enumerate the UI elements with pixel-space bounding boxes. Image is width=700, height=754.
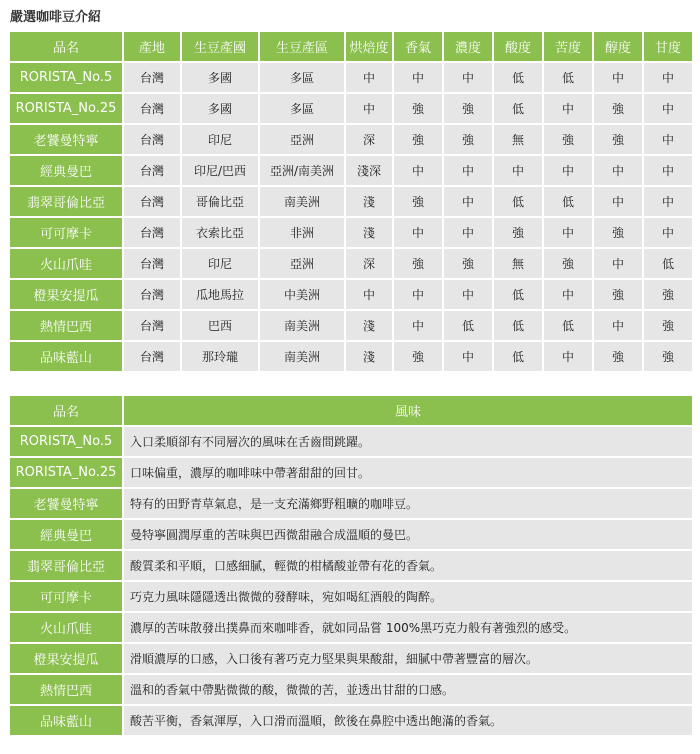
- table-cell: 中: [394, 311, 442, 340]
- table-cell: 印尼: [182, 125, 258, 154]
- table-row: [10, 644, 692, 673]
- flavor-description-cell: 口味偏重，濃厚的咖啡味中帶著甜甜的回甘。: [124, 458, 692, 487]
- table-cell: 淺: [346, 342, 392, 371]
- table-cell: 強: [544, 125, 592, 154]
- header-origin: 產地: [124, 32, 180, 61]
- header-acidity: 酸度: [494, 32, 542, 61]
- table-row: [10, 582, 692, 611]
- table-cell: 強: [494, 218, 542, 247]
- table-cell: 台灣: [124, 125, 180, 154]
- table-cell: 中: [394, 280, 442, 309]
- header-bean-country: 生豆產國: [182, 32, 258, 61]
- table-cell: 中: [346, 94, 392, 123]
- header-strength: 濃度: [444, 32, 492, 61]
- table-cell: 低: [494, 94, 542, 123]
- table-row: [10, 551, 692, 580]
- product-name-cell: 可可摩卡: [10, 582, 122, 611]
- product-name-cell: 老饕曼特寧: [10, 125, 122, 154]
- table-cell: 台灣: [124, 280, 180, 309]
- table-cell: 強: [644, 342, 692, 371]
- header-flavor: 風味: [124, 396, 692, 425]
- product-name-cell: RORISTA_No.25: [10, 94, 122, 123]
- table-row: [10, 280, 692, 309]
- table-cell: 台灣: [124, 156, 180, 185]
- product-name-cell: RORISTA_No.5: [10, 427, 122, 456]
- table-cell: 強: [594, 125, 642, 154]
- table-cell: 中: [444, 156, 492, 185]
- table-cell: 中: [444, 63, 492, 92]
- flavor-description-cell: 入口柔順卻有不同層次的風味在舌齒間跳躍。: [124, 427, 692, 456]
- table-cell: 強: [394, 342, 442, 371]
- flavor-description-cell: 曼特寧圓潤厚重的苦味與巴西微甜融合成溫順的曼巴。: [124, 520, 692, 549]
- table-cell: 無: [494, 125, 542, 154]
- header-name: 品名: [10, 32, 122, 61]
- table-row: [10, 706, 692, 735]
- table-cell: 台灣: [124, 249, 180, 278]
- table-cell: 低: [494, 311, 542, 340]
- table-cell: 中: [444, 280, 492, 309]
- table-cell: 中: [544, 280, 592, 309]
- table-cell: 中: [594, 249, 642, 278]
- table-row: [10, 63, 692, 92]
- coffee-spec-table: [8, 30, 694, 373]
- table-cell: 無: [494, 249, 542, 278]
- table-cell: 中: [346, 280, 392, 309]
- flavor-description-cell: 溫和的香氣中帶點微微的酸，微微的苦，並透出甘甜的口感。: [124, 675, 692, 704]
- product-name-cell: 火山爪哇: [10, 249, 122, 278]
- table-cell: 印尼/巴西: [182, 156, 258, 185]
- header-roast: 烘焙度: [346, 32, 392, 61]
- table-cell: 強: [644, 311, 692, 340]
- flavor-description-cell: 特有的田野青草氣息，是一支充滿鄉野粗曠的咖啡豆。: [124, 489, 692, 518]
- table-cell: 強: [594, 342, 642, 371]
- table-cell: 強: [394, 187, 442, 216]
- table-cell: 亞洲: [260, 125, 344, 154]
- table-cell: 低: [444, 311, 492, 340]
- table-cell: 低: [494, 187, 542, 216]
- table-cell: 南美洲: [260, 342, 344, 371]
- table-cell: 中: [544, 342, 592, 371]
- table-cell: 多區: [260, 94, 344, 123]
- table-cell: 台灣: [124, 94, 180, 123]
- flavor-header-row: [10, 396, 692, 425]
- table-cell: 中: [444, 218, 492, 247]
- table-cell: 低: [494, 280, 542, 309]
- flavor-description-cell: 濃厚的苦味散發出撲鼻而來咖啡香，就如同品嘗 100%黑巧克力般有著強烈的感受。: [124, 613, 692, 642]
- product-name-cell: RORISTA_No.5: [10, 63, 122, 92]
- table-cell: 中: [644, 156, 692, 185]
- spec-header-row: [10, 32, 692, 61]
- table-row: [10, 489, 692, 518]
- table-cell: 低: [544, 311, 592, 340]
- table-cell: 強: [444, 94, 492, 123]
- product-name-cell: 火山爪哇: [10, 613, 122, 642]
- table-row: [10, 218, 692, 247]
- header-bitterness: 苦度: [544, 32, 592, 61]
- product-name-cell: 老饕曼特寧: [10, 489, 122, 518]
- flavor-description-cell: 滑順濃厚的口感，入口後有著巧克力堅果與果酸甜，細膩中帶著豐富的層次。: [124, 644, 692, 673]
- table-row: [10, 458, 692, 487]
- table-cell: 淺: [346, 218, 392, 247]
- table-cell: 南美洲: [260, 311, 344, 340]
- table-cell: 中: [644, 125, 692, 154]
- table-cell: 印尼: [182, 249, 258, 278]
- table-cell: 哥倫比亞: [182, 187, 258, 216]
- table-cell: 中: [394, 63, 442, 92]
- table-cell: 中: [644, 63, 692, 92]
- table-cell: 亞洲: [260, 249, 344, 278]
- table-cell: 中: [594, 187, 642, 216]
- table-cell: 強: [444, 249, 492, 278]
- table-cell: 強: [394, 94, 442, 123]
- table-cell: 中: [644, 218, 692, 247]
- table-cell: 多國: [182, 94, 258, 123]
- table-cell: 瓜地馬拉: [182, 280, 258, 309]
- table-cell: 強: [594, 280, 642, 309]
- table-cell: 南美洲: [260, 187, 344, 216]
- table-cell: 低: [644, 249, 692, 278]
- table-cell: 強: [544, 249, 592, 278]
- table-cell: 中: [444, 342, 492, 371]
- flavor-description-cell: 酸苦平衡，香氣渾厚，入口滑而溫順，飲後在鼻腔中透出飽滿的香氣。: [124, 706, 692, 735]
- table-cell: 中: [544, 156, 592, 185]
- table-row: [10, 187, 692, 216]
- coffee-flavor-table: [8, 394, 694, 737]
- table-cell: 巴西: [182, 311, 258, 340]
- header-body: 醇度: [594, 32, 642, 61]
- table-cell: 台灣: [124, 218, 180, 247]
- table-cell: 低: [494, 342, 542, 371]
- table-cell: 中: [644, 187, 692, 216]
- product-name-cell: RORISTA_No.25: [10, 458, 122, 487]
- table-cell: 強: [394, 249, 442, 278]
- product-name-cell: 橙果安提瓜: [10, 280, 122, 309]
- product-name-cell: 可可摩卡: [10, 218, 122, 247]
- table-cell: 中: [394, 218, 442, 247]
- table-row: [10, 125, 692, 154]
- table-cell: 中: [544, 94, 592, 123]
- product-name-cell: 經典曼巴: [10, 520, 122, 549]
- product-name-cell: 橙果安提瓜: [10, 644, 122, 673]
- table-cell: 台灣: [124, 342, 180, 371]
- product-name-cell: 品味藍山: [10, 342, 122, 371]
- table-row: [10, 520, 692, 549]
- table-cell: 台灣: [124, 187, 180, 216]
- table-row: [10, 675, 692, 704]
- table-cell: 中: [494, 156, 542, 185]
- table-cell: 強: [444, 125, 492, 154]
- table-row: [10, 156, 692, 185]
- table-cell: 中: [346, 63, 392, 92]
- table-cell: 多區: [260, 63, 344, 92]
- header-sweetness: 甘度: [644, 32, 692, 61]
- table-cell: 中: [544, 218, 592, 247]
- table-row: [10, 249, 692, 278]
- table-cell: 中: [394, 156, 442, 185]
- table-cell: 強: [594, 94, 642, 123]
- header-bean-region: 生豆產區: [260, 32, 344, 61]
- product-name-cell: 翡翠哥倫比亞: [10, 551, 122, 580]
- table-cell: 低: [544, 63, 592, 92]
- table-row: [10, 613, 692, 642]
- table-cell: 台灣: [124, 311, 180, 340]
- table-cell: 中: [594, 311, 642, 340]
- table-row: [10, 427, 692, 456]
- table-cell: 衣索比亞: [182, 218, 258, 247]
- product-name-cell: 翡翠哥倫比亞: [10, 187, 122, 216]
- product-name-cell: 熱情巴西: [10, 675, 122, 704]
- table-cell: 強: [594, 218, 642, 247]
- table-cell: 台灣: [124, 63, 180, 92]
- flavor-description-cell: 巧克力風味隱隱透出微微的發酵味，宛如喝紅酒般的陶醉。: [124, 582, 692, 611]
- table-cell: 低: [494, 63, 542, 92]
- table-cell: 中: [644, 94, 692, 123]
- product-name-cell: 熱情巴西: [10, 311, 122, 340]
- table-cell: 淺: [346, 187, 392, 216]
- table-cell: 那玲瓏: [182, 342, 258, 371]
- table-cell: 中: [594, 63, 642, 92]
- table-cell: 強: [644, 280, 692, 309]
- table-cell: 淺: [346, 311, 392, 340]
- table-cell: 低: [544, 187, 592, 216]
- table-cell: 深: [346, 249, 392, 278]
- table-row: [10, 342, 692, 371]
- flavor-description-cell: 酸質柔和平順，口感細膩，輕微的柑橘酸並帶有花的香氣。: [124, 551, 692, 580]
- table-cell: 亞洲/南美洲: [260, 156, 344, 185]
- product-name-cell: 品味藍山: [10, 706, 122, 735]
- page-title: 嚴選咖啡豆介紹: [10, 10, 102, 25]
- header-aroma: 香氣: [394, 32, 442, 61]
- table-cell: 中: [594, 156, 642, 185]
- table-cell: 非洲: [260, 218, 344, 247]
- table-cell: 淺深: [346, 156, 392, 185]
- table-cell: 多國: [182, 63, 258, 92]
- header-name: 品名: [10, 396, 122, 425]
- table-cell: 強: [394, 125, 442, 154]
- table-cell: 中美洲: [260, 280, 344, 309]
- table-cell: 中: [444, 187, 492, 216]
- table-row: [10, 94, 692, 123]
- table-cell: 深: [346, 125, 392, 154]
- product-name-cell: 經典曼巴: [10, 156, 122, 185]
- table-row: [10, 311, 692, 340]
